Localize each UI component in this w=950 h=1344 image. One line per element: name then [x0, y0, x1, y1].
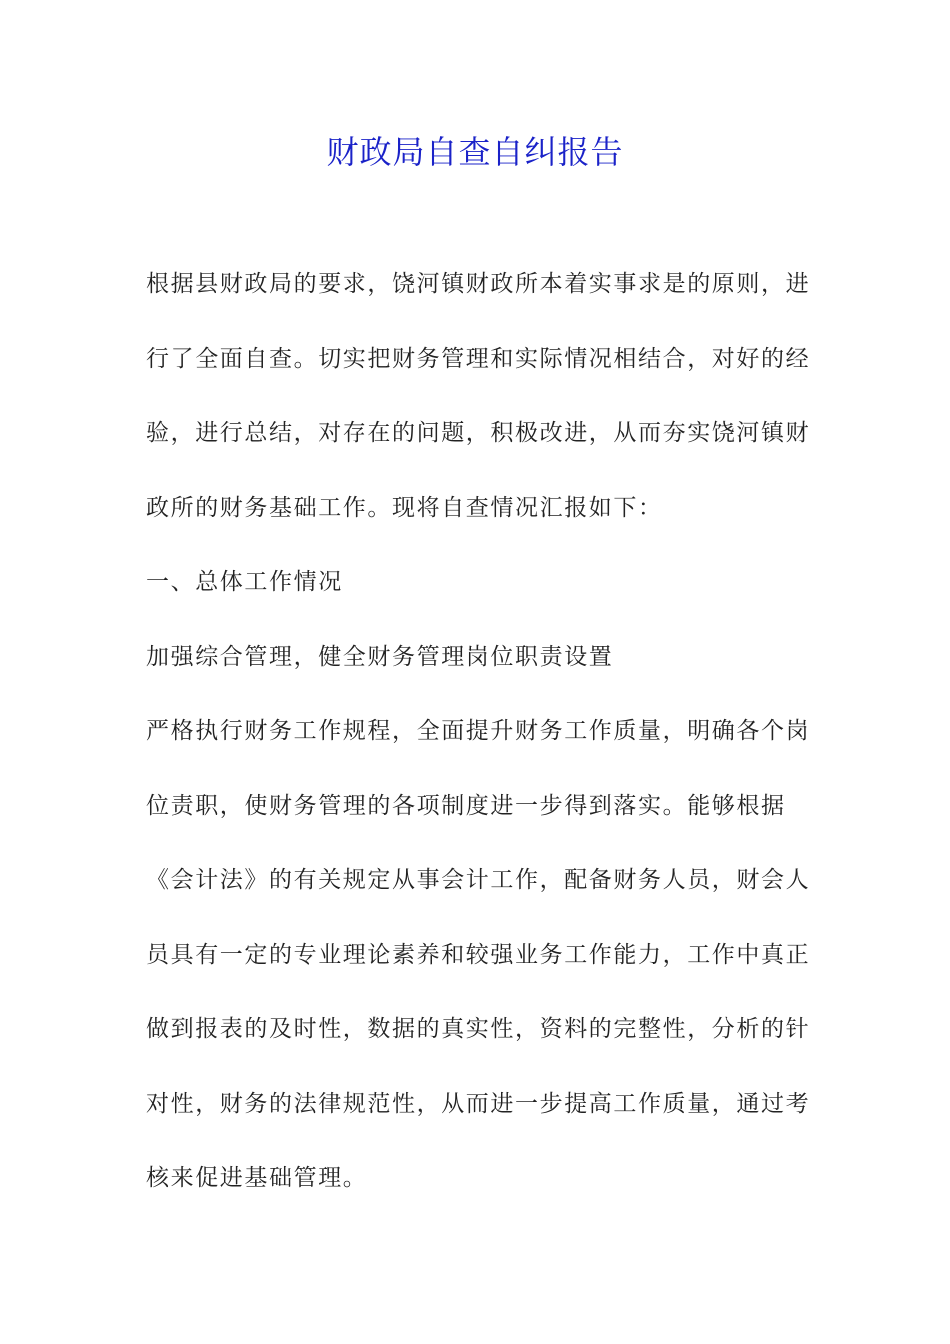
document-body — [146, 262, 811, 1231]
body-line-7: 严格执行财务工作规程，全面提升财务工作质量，明确各个岗 — [146, 718, 811, 744]
body-line-11: 做到报表的及时性，数据的真实性，资料的完整性，分析的针 — [146, 1016, 811, 1042]
body-line-9: 《会计法》的有关规定从事会计工作，配备财务人员，财会人 — [146, 867, 811, 893]
body-line-3: 验，进行总结，对存在的问题，积极改进，从而夯实饶河镇财 — [146, 420, 811, 446]
body-line-12: 对性，财务的法律规范性，从而进一步提高工作质量，通过考 — [146, 1090, 811, 1117]
subsection-heading: 加强综合管理，健全财务管理岗位职责设置 — [146, 643, 614, 670]
body-line-1: 根据县财政局的要求，饶河镇财政所本着实事求是的原则，进 — [146, 271, 811, 297]
body-line-4: 政所的财务基础工作。现将自查情况汇报如下： — [146, 494, 663, 521]
body-line-2: 行了全面自查。切实把财务管理和实际情况相结合，对好的经 — [146, 345, 811, 372]
body-line-8: 位责职，使财务管理的各项制度进一步得到落实。能够根据 — [146, 792, 786, 819]
body-line-13: 核来促进基础管理。 — [146, 1165, 368, 1191]
section-heading: 一、总体工作情况 — [146, 569, 343, 595]
document-title: 财政局自查自纠报告 — [326, 133, 624, 171]
body-line-10: 员具有一定的专业理论素养和较强业务工作能力，工作中真正 — [146, 941, 811, 968]
